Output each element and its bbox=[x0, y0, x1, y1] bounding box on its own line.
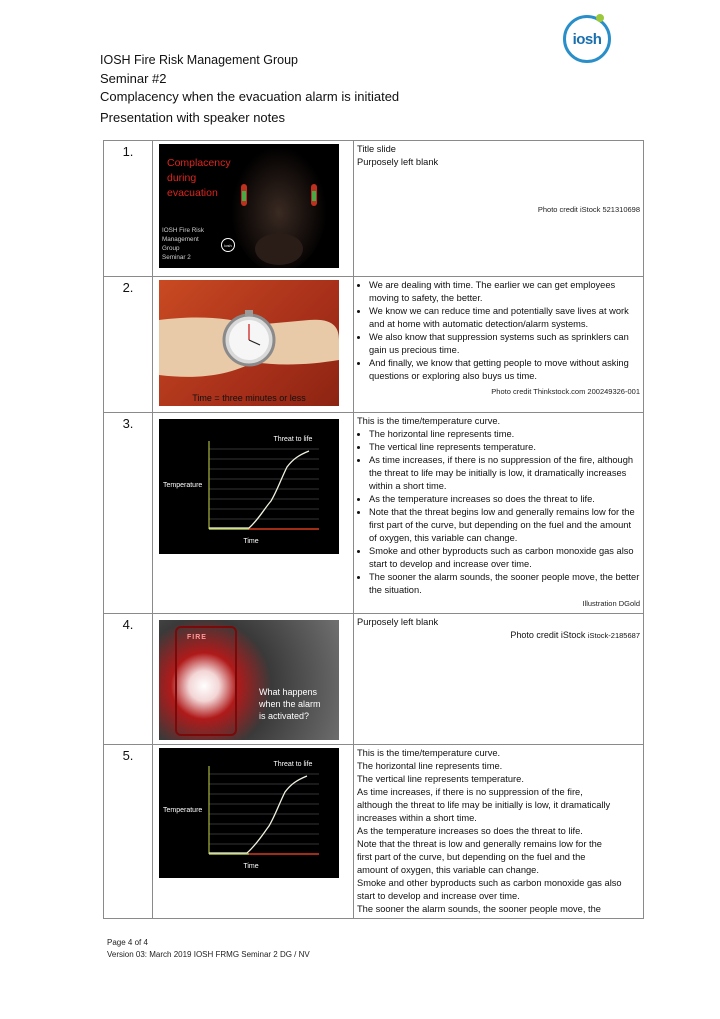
notes-line: The horizontal line represents time. bbox=[357, 761, 503, 771]
row-number: 3. bbox=[104, 413, 153, 614]
threat-label: Threat to life bbox=[273, 436, 313, 443]
notes-bullets bbox=[357, 428, 640, 597]
slide-title-line: during bbox=[167, 172, 197, 184]
stopwatch-slide-image bbox=[159, 280, 339, 406]
time-temperature-slide bbox=[159, 748, 339, 878]
table-row bbox=[104, 614, 644, 745]
row-number: 5. bbox=[104, 745, 153, 919]
slide-title-line: Complacency bbox=[167, 157, 231, 169]
notes-line: although the threat to life may be initially is low, it dramatically bbox=[357, 800, 611, 810]
notes-line: As time increases, if there is no suppression of the fire, bbox=[357, 787, 583, 797]
threat-label: Threat to life bbox=[273, 761, 313, 768]
fire-alarm-icon bbox=[175, 626, 237, 736]
notes-line: Title slide bbox=[357, 144, 396, 154]
table-row bbox=[104, 277, 644, 413]
slide-cell bbox=[153, 413, 354, 614]
notes-line: start to develop and increase over time. bbox=[357, 891, 520, 901]
slide-footer-line: Seminar 2 bbox=[162, 254, 191, 261]
bullet-item: • As the temperature increases so does the threat to life. bbox=[369, 493, 640, 506]
row-number: 2. bbox=[104, 277, 153, 413]
seminar-number: Seminar #2 bbox=[100, 71, 167, 86]
slide-caption-line: is activated? bbox=[259, 711, 310, 721]
notes-intro: This is the time/temperature curve. bbox=[357, 416, 501, 426]
table-row bbox=[104, 745, 644, 919]
bullet-item: • Note that the threat begins low and generally remains low for the first part of the curve, but depending on the fuel and the amount of oxygen, this variable can change. bbox=[369, 506, 640, 545]
slide-caption: Time = three minutes or less bbox=[192, 393, 306, 403]
notes-line: first part of the curve, but depending on the fuel and the bbox=[357, 852, 586, 862]
time-temperature-chart bbox=[159, 748, 339, 878]
x-axis-label: Time bbox=[243, 538, 259, 545]
notes-line: amount of oxygen, this variable can change. bbox=[357, 865, 539, 875]
slide-title-line: evacuation bbox=[167, 187, 218, 199]
slide-footer-line: Group bbox=[162, 245, 180, 252]
fire-alarm-slide-image bbox=[159, 620, 339, 740]
table-row bbox=[104, 413, 644, 614]
table-row bbox=[104, 141, 644, 277]
bullet-item: • We know we can reduce time and potentially save lives at work and at home with automatic detection/alarm systems. bbox=[369, 305, 640, 331]
slide-logo-text: iosh bbox=[224, 242, 232, 248]
slide-footer-line: Management bbox=[162, 236, 199, 243]
y-axis-label: Temperature bbox=[163, 807, 203, 814]
time-temperature-chart bbox=[159, 419, 339, 554]
notes-cell bbox=[354, 614, 644, 745]
notes-cell bbox=[354, 277, 644, 413]
slide-cell bbox=[153, 141, 354, 277]
y-axis-label: Temperature bbox=[163, 482, 203, 489]
x-axis-label: Time bbox=[243, 863, 259, 870]
bullet-item: • We also know that suppression systems such as sprinklers can gain us precious time. bbox=[369, 331, 640, 357]
slide-caption-line: when the alarm bbox=[259, 699, 321, 709]
bullet-item: • We are dealing with time. The earlier we can get employees moving to safety, the better. bbox=[369, 279, 640, 305]
alarm-fire-label: FIRE bbox=[187, 634, 207, 641]
notes-line: Purposely left blank bbox=[357, 157, 439, 167]
illustration-credit: Illustration DGold bbox=[582, 599, 640, 608]
notes-cell bbox=[354, 745, 644, 919]
slides-table bbox=[103, 140, 644, 919]
bullet-item: • As time increases, if there is no suppression of the fire, although the threat to life may be initially is low, it dramatically increases within a short time. bbox=[369, 454, 640, 493]
row-number: 4. bbox=[104, 614, 153, 745]
bullet-item: • Smoke and other byproducts such as carbon monoxide gas also start to develop and increase over time. bbox=[369, 545, 640, 571]
bullet-item: • And finally, we know that getting people to move without asking questions or exploring also buys us time. bbox=[369, 357, 640, 383]
bullet-item: • The vertical line represents temperature. bbox=[369, 441, 640, 454]
slide-cell bbox=[153, 745, 354, 919]
notes-line: Smoke and other byproducts such as carbon monoxide gas also bbox=[357, 878, 622, 888]
photo-credit: Photo credit Thinkstock.com 200249326-001 bbox=[491, 387, 640, 396]
notes-cell bbox=[354, 413, 644, 614]
iosh-logo bbox=[563, 15, 611, 63]
photo-credit: Photo credit iStock 521310698 bbox=[537, 205, 640, 214]
slide-cell bbox=[153, 614, 354, 745]
row-number: 1. bbox=[104, 141, 153, 277]
slide-cell bbox=[153, 277, 354, 413]
bullet-item: • The horizontal line represents time. bbox=[369, 428, 640, 441]
document-title: Complacency when the evacuation alarm is initiated bbox=[100, 89, 400, 104]
time-temperature-slide bbox=[159, 419, 339, 554]
document-subtitle: Presentation with speaker notes bbox=[100, 110, 285, 125]
notes-line: The sooner the alarm sounds, the sooner people move, the bbox=[357, 904, 601, 914]
notes-cell bbox=[354, 141, 644, 277]
slide-logo-icon bbox=[221, 238, 235, 252]
page-number: Page 4 of 4 bbox=[107, 938, 148, 947]
bullet-item: • The sooner the alarm sounds, the sooner people move, the better the situation. bbox=[369, 571, 640, 597]
notes-line: Note that the threat is low and generally remains low for the bbox=[357, 839, 602, 849]
slide-footer-line: IOSH Fire Risk bbox=[162, 227, 204, 234]
notes-line: increases within a short time. bbox=[357, 813, 477, 823]
notes-line: This is the time/temperature curve. bbox=[357, 748, 501, 758]
photo-credit-id: iStock-2185687 bbox=[587, 631, 640, 640]
logo-text: iosh bbox=[572, 30, 602, 48]
org-name: IOSH Fire Risk Management Group bbox=[100, 53, 298, 67]
notes-bullets bbox=[357, 279, 640, 383]
notes-line: Purposely left blank bbox=[357, 617, 439, 627]
photo-credit: Photo credit iStock bbox=[510, 630, 586, 640]
slide-caption-line: What happens bbox=[259, 687, 318, 697]
stopwatch-photo bbox=[159, 280, 339, 406]
version-info: Version 03: March 2019 IOSH FRMG Seminar 2 DG / NV bbox=[107, 950, 310, 959]
title-slide-image bbox=[159, 144, 339, 268]
notes-line: As the temperature increases so does the threat to life. bbox=[357, 826, 583, 836]
notes-line: The vertical line represents temperature. bbox=[357, 774, 524, 784]
